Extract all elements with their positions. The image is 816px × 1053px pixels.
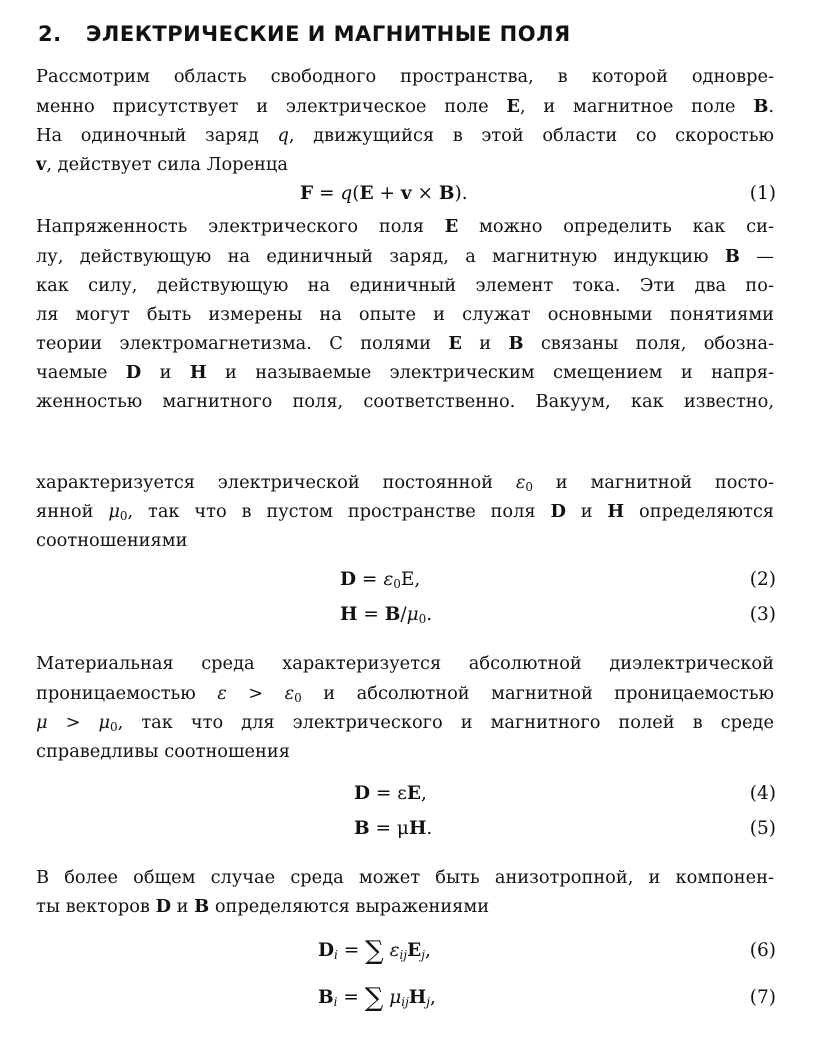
equation-expression: $B_i$ = ∑ $\mu_{ij}H_j$, xyxy=(318,983,436,1013)
equation-expression: F = q(E + v × B). xyxy=(300,183,468,204)
p2-line-1: Напряженность электрического поля E можно определить как си- xyxy=(36,216,774,237)
p3-line-1: характеризуется электрической постоянной $\varepsilon_0$ и магнитной посто- xyxy=(36,472,774,494)
equation-number: (5) xyxy=(749,818,776,839)
p2-line-5: теории электромагнетизма. С полями E и B связаны поля, обозна- xyxy=(36,333,774,354)
p2-line-4: ля могут быть измерены на опыте и служат основными понятиями xyxy=(36,304,774,325)
p5-line-1: В более общем случае среда может быть анизотропной, и компонен- xyxy=(36,867,774,888)
p1-line-2: менно присутствует и электрическое поле E, и магнитное поле B. xyxy=(36,96,774,117)
p1-line-1: Рассмотрим область свободного пространства, в которой одновре- xyxy=(36,66,774,87)
equation-expression: $D_i$ = ∑ $\varepsilon_{ij}E_j$, xyxy=(318,936,431,966)
section-heading xyxy=(38,22,571,46)
equation-expression: D = εE, xyxy=(354,783,427,804)
section-title: ЭЛЕКТРИЧЕСКИЕ И МАГНИТНЫЕ ПОЛЯ xyxy=(86,22,571,46)
p4-line-3: $\mu > \mu_0$, так что для электрического и магнитного полей в среде xyxy=(36,712,774,734)
equation-4 xyxy=(36,780,776,808)
p1-line-3: На одиночный заряд q, движущийся в этой области со скоростью xyxy=(36,125,774,146)
p3-line-2: янной $\mu_0$, так что в пустом пространстве поля D и H определяются xyxy=(36,501,774,523)
equation-expression: B = μH. xyxy=(354,818,433,839)
p5-line-2: ты векторов D и B определяются выражениями xyxy=(36,896,490,917)
p2-line-6: чаемые D и H и называемые электрическим смещением и напря- xyxy=(36,362,774,383)
equation-5 xyxy=(36,815,776,843)
p1-line-4: v, действует сила Лоренца xyxy=(36,154,288,175)
equation-1 xyxy=(36,180,776,208)
p4-line-4: справедливы соотношения xyxy=(36,741,290,762)
p4-line-1: Материальная среда характеризуется абсолютной диэлектрической xyxy=(36,653,774,674)
p2-line-2: лу, действующую на единичный заряд, а магнитную индукцию B — xyxy=(36,246,774,267)
equation-number: (7) xyxy=(749,987,776,1008)
equation-3 xyxy=(36,601,776,629)
p2-line-3: как силу, действующую на единичный элемент тока. Эти два по- xyxy=(36,275,774,296)
equation-expression: $H = B/\mu_0$. xyxy=(340,604,433,626)
equation-7 xyxy=(36,984,776,1012)
equation-number: (3) xyxy=(749,604,776,625)
equation-expression: $D = \varepsilon_0E$, xyxy=(340,569,421,591)
equation-2 xyxy=(36,566,776,594)
equation-number: (6) xyxy=(749,940,776,961)
p2-line-7: женностью магнитного поля, соответственно. Вакуум, как известно, xyxy=(36,391,774,412)
section-number: 2. xyxy=(38,22,62,46)
equation-number: (2) xyxy=(749,569,776,590)
equation-number: (4) xyxy=(749,783,776,804)
equation-6 xyxy=(36,937,776,965)
p4-line-2: проницаемостью $\varepsilon > \varepsilon_0$ и абсолютной магнитной проницаемостью xyxy=(36,683,774,705)
equation-number: (1) xyxy=(749,183,776,204)
p3-line-3: соотношениями xyxy=(36,530,188,551)
